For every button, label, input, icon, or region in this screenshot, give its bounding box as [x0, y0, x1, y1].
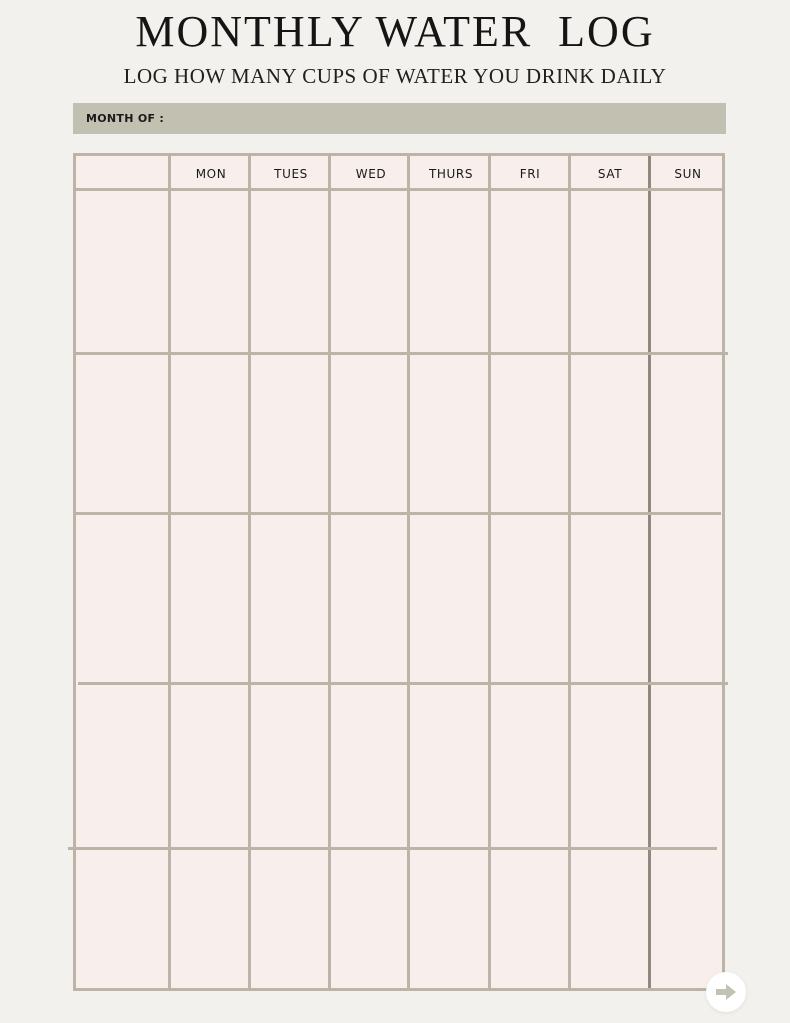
- arrow-right-icon: [716, 984, 736, 1000]
- grid-line-vertical: [407, 156, 410, 988]
- grid-line-vertical: [568, 156, 571, 988]
- grid-line-horizontal: [76, 352, 728, 355]
- grid-line-vertical: [328, 156, 331, 988]
- grid-line-horizontal: [78, 682, 728, 685]
- day-header-thurs: THURS: [428, 167, 474, 181]
- day-header-sat: SAT: [597, 167, 623, 181]
- grid-line-vertical: [248, 156, 251, 988]
- month-of-field[interactable]: [73, 103, 726, 134]
- page-subtitle: LOG HOW MANY CUPS OF WATER YOU DRINK DAILY: [123, 64, 667, 88]
- day-header-wed: WED: [355, 167, 387, 181]
- next-page-button[interactable]: [706, 972, 746, 1012]
- grid-line-vertical: [488, 156, 491, 988]
- month-of-label: MONTH OF :: [86, 112, 165, 125]
- page-title: MONTHLY WATER LOG: [135, 7, 655, 56]
- day-header-mon: MON: [195, 167, 227, 181]
- grid-line-horizontal: [68, 847, 717, 850]
- day-header-sun: SUN: [674, 167, 702, 181]
- calendar-grid: [73, 153, 725, 991]
- grid-line-header: [76, 188, 724, 191]
- day-header-fri: FRI: [519, 167, 541, 181]
- day-header-tues: TUES: [274, 167, 308, 181]
- grid-line-horizontal: [73, 512, 721, 515]
- grid-line-vertical: [648, 156, 651, 988]
- grid-line-vertical: [168, 156, 171, 988]
